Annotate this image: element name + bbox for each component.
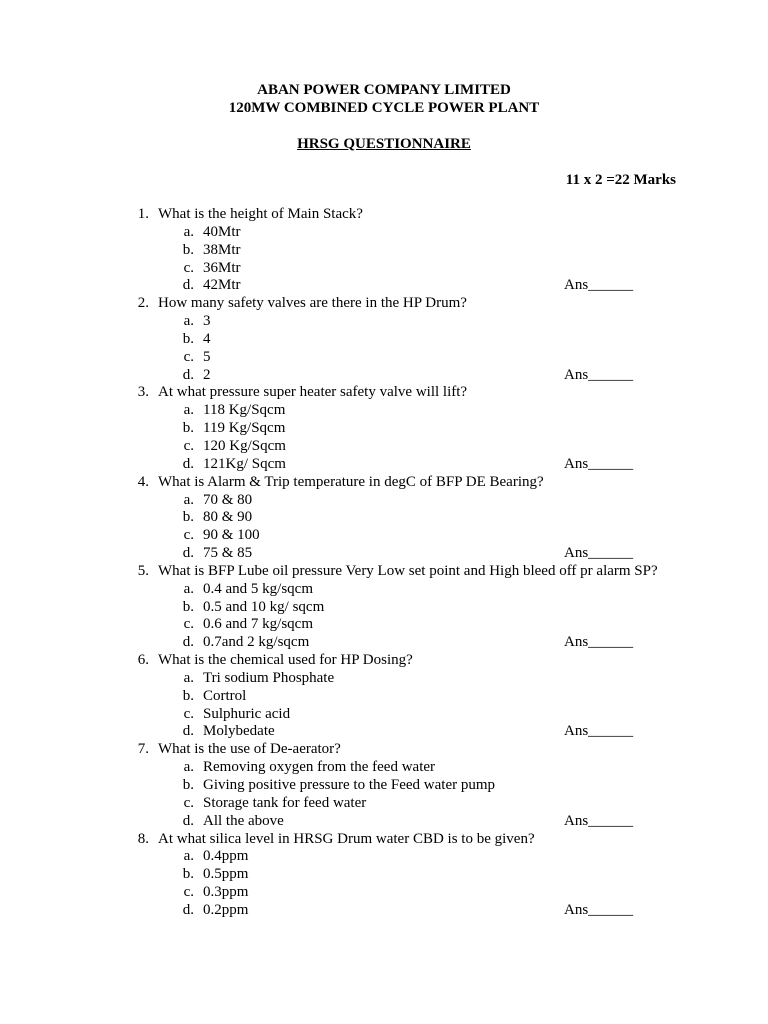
option-text: Storage tank for feed water <box>203 794 367 811</box>
option-text: 40Mtr <box>203 223 241 240</box>
option-row <box>0 616 768 634</box>
answer-blank[interactable]: Ans______ <box>564 366 634 383</box>
option-row <box>0 884 768 902</box>
option-row <box>0 706 768 724</box>
answer-blank[interactable]: Ans______ <box>564 545 634 562</box>
option-text: 75 & 85 <box>203 545 253 562</box>
option-letter: a. <box>183 313 194 330</box>
option-row <box>0 402 768 420</box>
question-number: 1. <box>137 206 149 222</box>
option-row <box>0 420 768 438</box>
question-text: What is the use of De-aerator? <box>158 741 341 758</box>
option-letter: c. <box>183 437 194 454</box>
option-row <box>0 813 768 831</box>
option-text: 0.5ppm <box>203 866 249 883</box>
option-letter: d. <box>182 901 194 918</box>
option-letter: b. <box>182 866 194 883</box>
question-text: How many safety valves are there in the HP Drum? <box>158 295 467 312</box>
option-row <box>0 866 768 884</box>
option-row <box>0 599 768 617</box>
option-row <box>0 795 768 813</box>
option-letter: c. <box>183 348 194 365</box>
option-text: 119 Kg/Sqcm <box>203 420 286 437</box>
option-text: 36Mtr <box>203 259 241 276</box>
option-letter: d. <box>182 277 194 294</box>
question-list <box>0 206 768 920</box>
option-letter: a. <box>183 223 194 240</box>
option-letter: b. <box>182 687 194 704</box>
option-letter: d. <box>182 723 194 740</box>
option-row <box>0 527 768 545</box>
option-row <box>0 242 768 260</box>
option-row <box>0 634 768 652</box>
option-text: 0.3ppm <box>203 884 249 901</box>
option-letter: d. <box>182 634 194 651</box>
option-row <box>0 438 768 456</box>
option-row <box>0 367 768 385</box>
option-letter: c. <box>183 259 194 276</box>
option-row <box>0 224 768 242</box>
question-number: 2. <box>137 295 149 312</box>
question-text: At what pressure super heater safety valve will lift? <box>158 384 468 401</box>
question-number: 5. <box>137 562 149 579</box>
question-number: 4. <box>137 473 149 490</box>
option-letter: b. <box>182 330 194 347</box>
option-text: 0.4ppm <box>203 848 249 865</box>
option-row <box>0 688 768 706</box>
option-text: 0.6 and 7 kg/sqcm <box>203 616 313 633</box>
option-letter: d. <box>182 455 194 472</box>
question-1 <box>0 206 768 224</box>
question-text: What is the chemical used for HP Dosing? <box>158 652 413 669</box>
option-text: 118 Kg/Sqcm <box>203 402 286 419</box>
question-3 <box>0 384 768 402</box>
option-row <box>0 581 768 599</box>
question-number: 6. <box>137 652 149 669</box>
option-text: Giving positive pressure to the Feed water pump <box>203 777 496 793</box>
option-text: Removing oxygen from the feed water <box>203 759 436 776</box>
option-text: 42Mtr <box>203 277 241 294</box>
option-text: 80 & 90 <box>203 509 253 526</box>
answer-blank[interactable]: Ans______ <box>564 277 634 294</box>
option-letter: a. <box>183 848 194 865</box>
option-text: Sulphuric acid <box>203 705 291 722</box>
option-text: Tri sodium Phosphate <box>203 669 335 686</box>
option-row <box>0 902 768 920</box>
question-2 <box>0 295 768 313</box>
option-text: 3 <box>203 313 211 330</box>
option-letter: a. <box>183 580 194 597</box>
option-row <box>0 777 768 795</box>
option-row <box>0 492 768 510</box>
option-row <box>0 331 768 349</box>
question-text: At what silica level in HRSG Drum water CBD is to be given? <box>158 830 535 847</box>
question-5 <box>0 563 768 581</box>
option-row <box>0 260 768 278</box>
question-text: What is Alarm & Trip temperature in degC of BFP DE Bearing? <box>158 473 544 490</box>
option-letter: b. <box>182 241 194 258</box>
question-text: What is the height of Main Stack? <box>158 206 363 222</box>
answer-blank[interactable]: Ans______ <box>564 634 634 651</box>
question-number: 3. <box>137 384 149 401</box>
answer-blank[interactable]: Ans______ <box>564 901 634 918</box>
option-text: 0.7and 2 kg/sqcm <box>203 634 310 651</box>
option-letter: d. <box>182 812 194 829</box>
option-row <box>0 313 768 331</box>
option-letter: d. <box>182 366 194 383</box>
option-row <box>0 723 768 741</box>
option-text: 0.4 and 5 kg/sqcm <box>203 580 313 597</box>
question-text: What is BFP Lube oil pressure Very Low set point and High bleed off pr alarm SP? <box>158 562 658 579</box>
option-letter: d. <box>182 545 194 562</box>
option-text: 0.5 and 10 kg/ sqcm <box>203 598 325 615</box>
question-7 <box>0 741 768 759</box>
option-letter: a. <box>183 491 194 508</box>
option-text: Molybedate <box>203 723 275 740</box>
option-text: 0.2ppm <box>203 901 249 918</box>
option-letter: c. <box>183 527 194 544</box>
option-letter: a. <box>183 669 194 686</box>
option-text: 90 & 100 <box>203 527 260 544</box>
answer-blank[interactable]: Ans______ <box>564 455 634 472</box>
option-row <box>0 545 768 563</box>
option-letter: a. <box>183 402 194 419</box>
option-row <box>0 759 768 777</box>
question-number: 7. <box>137 741 149 758</box>
option-text: 120 Kg/Sqcm <box>203 437 286 454</box>
option-row <box>0 456 768 474</box>
option-row <box>0 670 768 688</box>
marks-label: 11 x 2 =22 Marks <box>565 172 676 188</box>
option-letter: c. <box>183 705 194 722</box>
option-row <box>0 848 768 866</box>
option-row <box>0 349 768 367</box>
option-letter: a. <box>183 759 194 776</box>
option-letter: c. <box>183 794 194 811</box>
option-text: 38Mtr <box>203 241 241 258</box>
option-letter: b. <box>182 598 194 615</box>
question-8 <box>0 831 768 849</box>
option-letter: b. <box>182 777 194 793</box>
answer-blank[interactable]: Ans______ <box>564 723 634 740</box>
plant-name: 120MW COMBINED CYCLE POWER PLANT <box>228 100 540 116</box>
question-number: 8. <box>137 830 149 847</box>
option-text: 5 <box>203 348 211 365</box>
question-4 <box>0 474 768 492</box>
option-text: 70 & 80 <box>203 491 253 508</box>
document-title: HRSG QUESTIONNAIRE <box>297 136 471 152</box>
answer-blank[interactable]: Ans______ <box>564 812 634 829</box>
option-letter: b. <box>182 509 194 526</box>
option-row <box>0 277 768 295</box>
option-text: 2 <box>203 366 211 383</box>
option-letter: c. <box>183 616 194 633</box>
option-text: 121Kg/ Sqcm <box>203 455 286 472</box>
question-6 <box>0 652 768 670</box>
option-row <box>0 509 768 527</box>
option-text: All the above <box>203 812 284 829</box>
option-letter: b. <box>182 420 194 437</box>
option-text: Cortrol <box>203 687 247 704</box>
option-letter: c. <box>183 884 194 901</box>
company-name: ABAN POWER COMPANY LIMITED <box>257 82 511 98</box>
option-text: 4 <box>203 330 211 347</box>
